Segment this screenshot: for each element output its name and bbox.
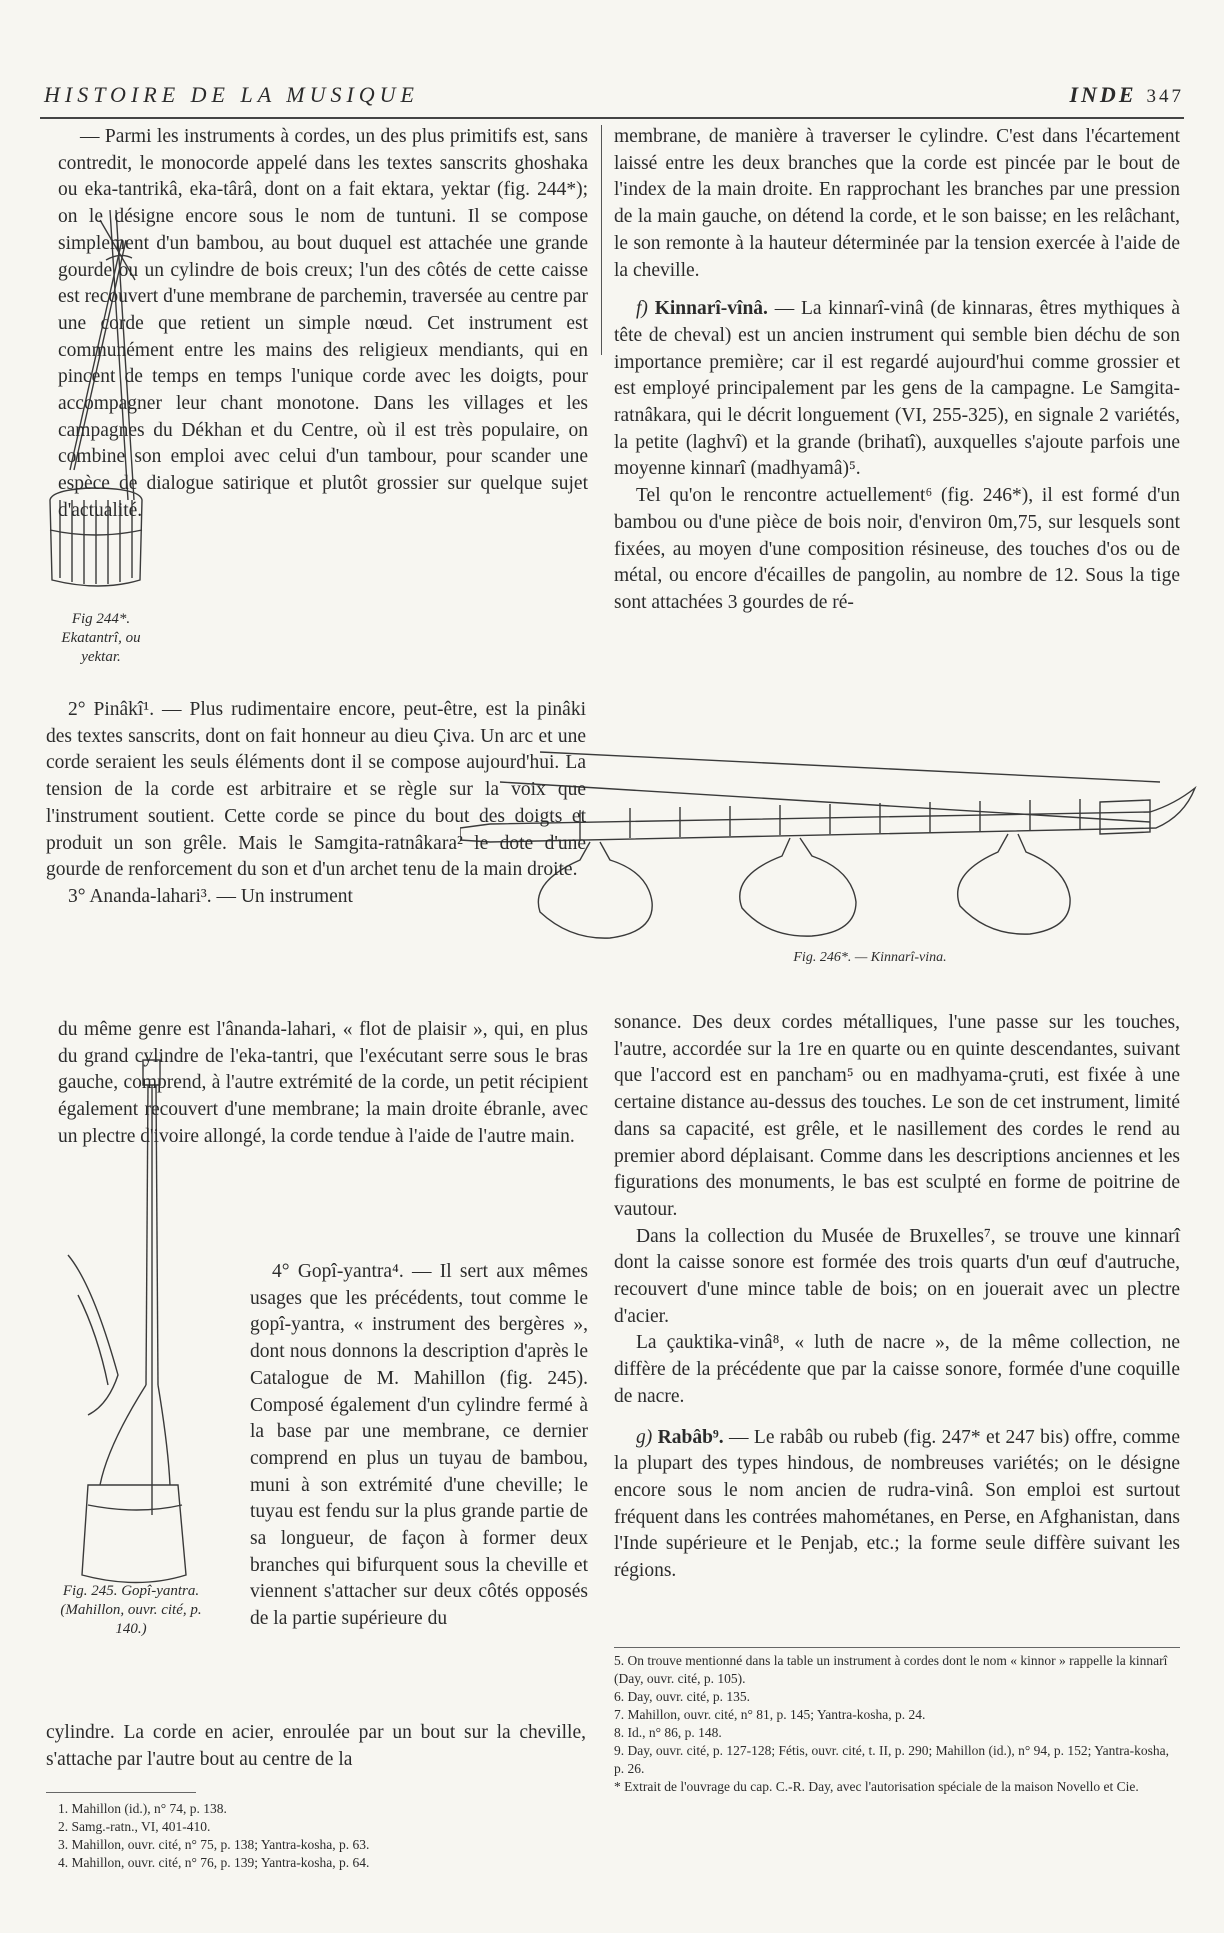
footnote-2: 2. Samg.-ratn., VI, 401-410. [58, 1819, 211, 1834]
rabab-paragraph [614, 1425, 1180, 1585]
page-number: 347 [1146, 86, 1184, 107]
section-header [1069, 82, 1184, 108]
left-footnote-rule [46, 1792, 196, 1793]
kinnari-text: — La kinnarî-vinâ (de kinnaras, êtres mythiques à tête de cheval) est un ancien instrument qui semble bien déchu de son importance première; car il est regardé aujourd'hui comme grossier et est employé principalement par les gens de la campagne. Le Samgita-ratnâkara, qui le décrit longuement (VI, 255-325), en signale 2 variétés, la petite (laghvî) et la grande (brihatî), auxquelles s'ajoute parfois une moyenne kinnarî (madhyamâ)⁵. [614, 298, 1181, 480]
gopi-yantra-end: cylindre. La corde en acier, enroulée par un bout sur la cheville, s'attache par l'autre bout au centre de la [46, 1722, 586, 1770]
figure-245-caption: Fig. 245. Gopî-yantra. (Mahillon, ouvr. cité, p. 140.) [60, 1583, 202, 1637]
figure-246-caption: Fig. 246*. — Kinnarî-vina. [793, 950, 947, 965]
left-col-block-4 [250, 1259, 588, 1633]
footnote-3: 3. Mahillon, ouvr. cité, n° 75, p. 138; Yantra-kosha, p. 63. [58, 1837, 370, 1852]
footnote-6: 6. Day, ouvr. cité, p. 135. [614, 1689, 750, 1704]
gopi-yantra-continued: membrane, de manière à traverser le cylindre. C'est dans l'écartement laissé entre les deux branches que la corde est pincée par le bout de l'index de la main droite. En rapprochant les branches par une pression de la main gauche, on détend la corde, et le son baisse; en les relâchant, le son remonte à la hauteur déterminée par la tension exercée à l'aide de la cheville. [614, 126, 1180, 281]
right-footnotes [614, 1652, 1180, 1796]
kinnari-label: f) [636, 298, 648, 320]
right-col-block-1 [614, 124, 1180, 617]
cauktika-vina-paragraph: La çauktika-vinâ⁸, « luth de nacre », de la même collection, ne diffère de la précédente que par la caisse sonore, formée d'une coquille de nacre. [614, 1332, 1180, 1407]
rabab-label: g) [636, 1426, 653, 1448]
running-title: HISTOIRE DE LA MUSIQUE [44, 82, 419, 107]
footnote-9: 9. Day, ouvr. cité, p. 127-128; Fétis, ouvr. cité, t. II, p. 290; Mahillon (id.), n° 94, p. 152; Yantra-kosha, p. 26. [614, 1743, 1169, 1776]
ananda-lahari-heading: 3° Ananda-lahari³. — Un instrument [68, 885, 353, 907]
right-col-block-2 [614, 1010, 1180, 1585]
kinnari-vina-paragraph [614, 296, 1180, 483]
footnote-5: 5. On trouve mentionné dans la table un instrument à cordes dont le nom « kinnor » rappelle la kinnarî (Day, ouvr. cité, p. 105). [614, 1653, 1168, 1686]
rabab-title: Rabâb⁹. [657, 1426, 724, 1448]
footnote-star: * Extrait de l'ouvrage du cap. C.-R. Day, avec l'autorisation spéciale de la maison Novello et Cie. [614, 1779, 1139, 1794]
gopi-yantra-paragraph: 4° Gopî-yantra⁴. — Il sert aux mêmes usages que les précédents, tout comme le gopî-yantra, « instrument des bergères », dont nous donnons la description d'après le Catalogue de M. Mahillon (fig. 245). Composé également d'un cylindre fermé à la base par une membrane, ce dernier comprend en plus un tuyau de bambou, muni à son extrémité d'une cheville; le tuyau est fendu sur la plus grande partie de sa longueur, de façon à former deux branches qui bifurquent sous la cheville et viennent s'attacher sur deux côtés opposés de la partie supérieure du [250, 1261, 588, 1630]
brussels-collection-paragraph: Dans la collection du Musée de Bruxelles⁷, se trouve une kinnarî dont la caisse sonore est formée des trois quarts d'un œuf d'autruche, recouvert d'une mince table de bois; on en jouerait avec un plectre d'acier. [614, 1225, 1180, 1327]
pinaki-paragraph: 2° Pinâkî¹. — Plus rudimentaire encore, peut-être, est la pinâki des textes sanscrits, dont on fait honneur au dieu Çiva. Un arc et une corde seraient les seuls éléments dont il se compose aujourd'hui. La tension de la corde est arbitraire et se règle sur la voix que l'instrument soutient. Cette corde se pince du bout des doigts et produit un son grêle. Mais le Samgita-ratnâkara² le dote d'une gourde de renforcement du son et d'un archet tenu de la main droite. [46, 699, 586, 881]
footnote-7: 7. Mahillon, ouvr. cité, n° 81, p. 145; Yantra-kosha, p. 24. [614, 1707, 926, 1722]
left-footnotes [58, 1800, 588, 1872]
column-divider [601, 125, 602, 355]
footnote-4: 4. Mahillon, ouvr. cité, n° 76, p. 139; Yantra-kosha, p. 64. [58, 1855, 370, 1870]
footnote-1: 1. Mahillon (id.), n° 74, p. 138. [58, 1801, 227, 1816]
left-col-block-3 [58, 1017, 588, 1151]
header-rule [40, 117, 1184, 119]
section-title: INDE [1069, 82, 1137, 107]
left-col-block-2 [46, 697, 586, 911]
ektara-paragraph: — Parmi les instruments à cordes, un des plus primitifs est, sans contredit, le monocorde appelé dans les textes sanscrits ghoshaka ou eka-tantrikâ, eka-târâ, dont on a fait ektara, yektar (fig. 244*); on le désigne encore sous le nom de tuntuni. Il se compose simplement d'un bambou, au bout duquel est attachée une grande gourde ou un cylindre de bois creux; l'un des côtés de cette caisse est recouvert d'une membrane de parchemin, traversée au centre par une corde que retient un simple nœud. Cet instrument est communément entre les mains des religieux mendiants, qui en pincent de temps en temps l'unique corde avec les doigts, pour accompagner leur chant monotone. Dans les villages et les campagnes du Dékhan et du Centre, où il est très populaire, on combine son emploi avec celui d'un tambour, pour scander une espèce de dialogue satirique et plutôt grossier sur quelque sujet d'actualité. [58, 126, 588, 521]
footnote-8: 8. Id., n° 86, p. 148. [614, 1725, 722, 1740]
left-col-block-5 [46, 1720, 586, 1773]
left-col-block-1 [58, 124, 588, 525]
ananda-lahari-paragraph: du même genre est l'ânanda-lahari, « flot de plaisir », qui, en plus du grand cylindre de l'eka-tantri, que l'exécutant serre sous le bras gauche, comprend, à l'autre extrémité de la corde, un petit récipient également recouvert d'une membrane; la main droite ébranle, avec un plectre d'ivoire allongé, la corde tendue à l'aide de l'autre main. [58, 1019, 588, 1147]
figure-244-caption: Fig 244*. Ekatantrî, ou yektar. [61, 611, 141, 665]
rabab-text: — Le rabâb ou rubeb (fig. 247* et 247 bis) offre, comme la plupart des types hindous, de nombreuses variétés; on le désigne encore sous le nom ancien de rudra-vinâ. Son emploi est surtout fréquent dans les contrées mahométanes, en Perse, en Afghanistan, dans l'Inde supérieure et le Penjab, etc.; la forme seule diffère suivant les régions. [614, 1426, 1180, 1582]
right-footnote-rule [614, 1647, 1180, 1648]
kinnari-sound-paragraph: sonance. Des deux cordes métalliques, l'une passe sur les touches, l'autre, accordée sur la 1re en quarte ou en quinte descendantes, suivant que l'accord est en pancham⁵ ou en madhyama-çruti, est fixée à une certaine distance au-dessus des touches. Le son de cet instrument, limité dans sa capacité, est grêle, et le nasillement des cordes le rend au premier abord déplaisant. Comme dans les descriptions anciennes et les figurations des monuments, le bas est sculpté en forme de poitrine de vautour. [614, 1012, 1180, 1220]
kinnari-title: Kinnarî-vînâ. [654, 298, 768, 320]
kinnari-description: Tel qu'on le rencontre actuellement⁶ (fig. 246*), il est formé d'un bambou ou d'une pièce de bois noir, d'environ 0m,75, sur lesquels sont fixées, au moyen d'une composition résineuse, des touches d'os ou de métal, ou encore d'écailles de pangolin, au nombre de 12. Sous la tige sont attachées 3 gourdes de ré- [614, 485, 1180, 613]
